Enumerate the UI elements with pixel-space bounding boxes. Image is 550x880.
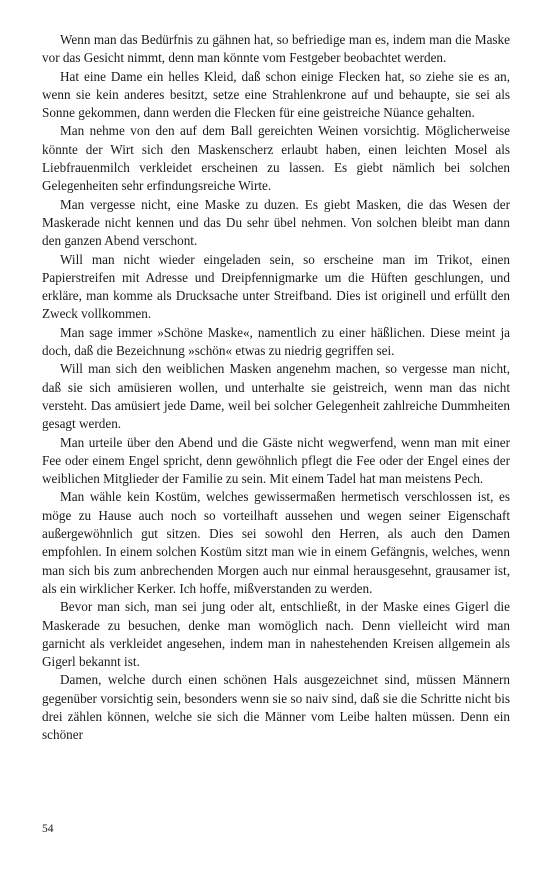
- book-page-text: [42, 31, 510, 745]
- paragraph-5: Will man nicht wieder eingeladen sein, so erscheine man im Trikot, einen Papierstreifen mit Adresse und Dreipfennigmarke um die Hüften geschlungen, und erkläre, man komme als Drucksache unter Streifband. Dies ist originell und erfüllt den Zweck vollkommen.: [42, 251, 510, 322]
- paragraph-7: Will man sich den weiblichen Masken angenehm machen, so vergesse man nicht, daß sie sich amüsieren wollen, und unterhalte sie geistreich, wenn man das nicht versteht. Das amüsiert jede Dame, weil bei solcher Gelegenheit zahlreiche Dummheiten gesagt werden.: [42, 361, 510, 432]
- paragraph-11: Damen, welche durch einen schönen Hals ausgezeichnet sind, müssen Männern gegenüber vorsichtig sein, besonders wenn sie so naiv sind, daß sie die Schritte nicht bis drei zählen können, welche sie sich die Männer vom Leibe halten müssen. Denn ein schöner: [42, 672, 510, 743]
- paragraph-3: Man nehme von den auf dem Ball gereichten Weinen vorsichtig. Möglicherweise könnte der Wirt sich den Maskenscherz erlaubt haben, einen leichten Mosel als Liebfrauenmilch verkleidet erscheinen zu lassen. Es giebt nämlich bei solchen Gelegenheiten sehr erfindungsreiche Wirte.: [42, 123, 510, 194]
- paragraph-10: Bevor man sich, man sei jung oder alt, entschließt, in der Maske eines Gigerl die Maskerade zu besuchen, denke man womöglich nach. Denn vielleicht wird man garnicht als verkleidet angesehen, indem man in nahestehenden Kreisen allgemein als Gigerl bekannt ist.: [42, 599, 510, 670]
- paragraph-1: Wenn man das Bedürfnis zu gähnen hat, so befriedige man es, indem man die Maske vor das Gesicht nimmt, denn man könnte vom Festgeber beobachtet werden.: [42, 32, 510, 66]
- paragraph-9: Man wähle kein Kostüm, welches gewissermaßen hermetisch verschlossen ist, es möge zu Hause auch noch so vorteilhaft aussehen und wegen seiner Eigenschaft außergewöhnlich gut sitzen. Dies sei sowohl den Herren, als auch den Damen empfohlen. In einem solchen Kostüm sitzt man wie in einem Gefängnis, welches, wenn man sich bis zum anbrechenden Morgen auch nur einmal herausgesehnt, grausamer ist, als ein wirklicher Kerker. Ich hoffe, mißverstanden zu werden.: [42, 489, 510, 596]
- paragraph-6: Man sage immer »Schöne Maske«, namentlich zu einer häßlichen. Diese meint ja doch, daß die Bezeichnung »schön« etwas zu niedrig gegriffen sei.: [42, 324, 510, 359]
- page-number: 54: [42, 823, 54, 835]
- paragraph-4: Man vergesse nicht, eine Maske zu duzen. Es giebt Masken, die das Wesen der Maskerade nicht kennen und das Du sehr übel nehmen. Von solchen bleibt man dann den ganzen Abend verschont.: [42, 196, 510, 249]
- paragraph-8: Man urteile über den Abend und die Gäste nicht wegwerfend, wenn man mit einer Fee oder einem Engel spricht, denn gewöhnlich pflegt die Fee oder der Engel eines der weiblichen Mitglieder der Familie zu sein. Mit einem Tadel hat man meistens Pech.: [42, 434, 510, 487]
- paragraph-2: Hat eine Dame ein helles Kleid, daß schon einige Flecken hat, so ziehe sie es an, wenn sie kein anderes besitzt, setze eine Strahlenkrone auf und behaupte, sie sei als Sonne gekommen, dann werden die Flecken für eine geistreiche Nüance gehalten.: [42, 68, 510, 121]
